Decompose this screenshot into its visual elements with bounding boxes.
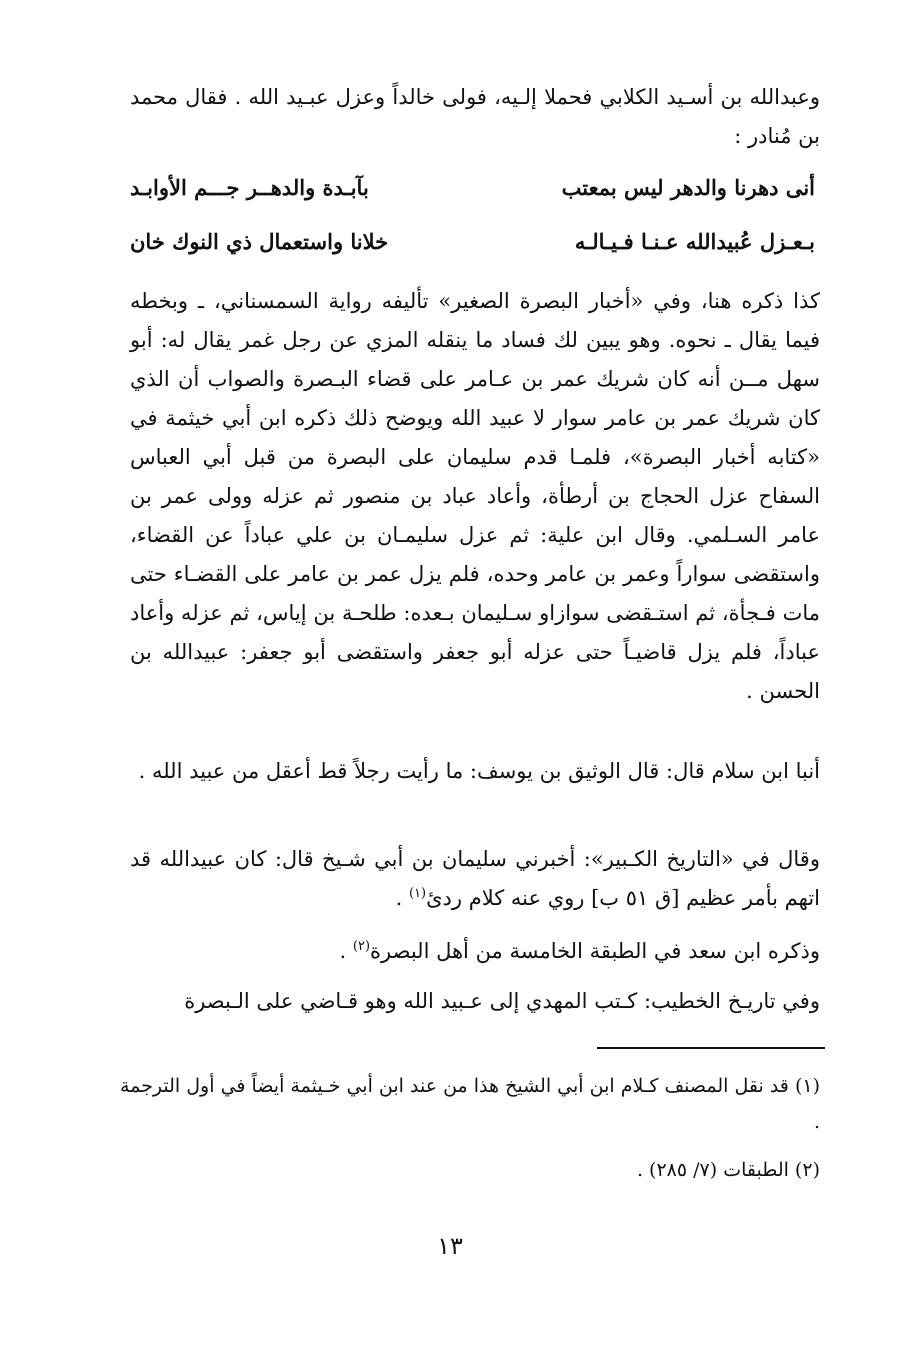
paragraph-text: وفي تاريـخ الخطيب: كـتب المهدي إلى عـبيد الله وهو قـاضي على الـبصرة [184,989,820,1013]
paragraph-text [130,932,820,971]
footnotes [120,1068,820,1188]
footnote-ref-1: (١) [408,886,427,901]
paragraph-khatib [130,982,820,1021]
poem-hemistich-left: خلانا واستعمال ذي النوك خان [130,229,389,254]
poem-hemistich-left: بآبـدة والدهــر جـــم الأوابـد [130,175,369,200]
paragraph-body: وقال في «التاريخ الكـبير»: أخبرني سليمان بن أبي شـيخ قال: كان عبيدالله قد اتهم بأمر عظيم [ق ٥١ ب] روي عنه كلام ردئ [130,847,820,910]
paragraph-end: . [339,939,353,963]
paragraph-text: كذا ذكره هنا، وفي «أخبار البصرة الصغير» تأليفه رواية السمسناني، ـ وبخطه فيما يقال ـ نحوه. وهو يبين لك فساد ما ينقله المزي عن رجل غمر يقال له: أبو سهل مــن أنه كان شريك عمر بن عـامر على قضاء البـصرة والصواب أن الذي كان شريك عمر بن عامر سوار لا عبيد الله ويوضح ذلك ذكره ابن أبي خيثمة في «كتابه أخبار البصرة»، فلمـا قدم سليمان على البصرة من قبل أبي العباس السفاح عزل الحجاج بن أرطأة، وأعاد عباد بن منصور ثم عزله وولى عمر بن عامر السـلمي. وقال ابن علية: ثم عزل سليمـان بن علي عباداً عن القضاء، واستقضى سواراً وعمر بن عامر وحده، فلم يزل عمر بن عامر على القضـاء حتى مات فـجأة، ثم استـقضى سوازاو سـليمان بـعده: طلحـة بن إياس، ثم عزله وأعاد عباداً، فلم يزل قاضيـاً حتى عزله أبو جعفر واستقضى أبو جعفر: عبيدالله بن الحسن . [130,289,820,703]
paragraph-body: وذكره ابن سعد في الطبقة الخامسة من أهل البصرة [370,939,820,963]
poem-hemistich-right: بـعـزل عُبيدالله عـنـا فـيـالـه [574,229,815,254]
paragraph-text: وعبدالله بن أسـيد الكلابي فحملا إلـيه، فولى خالداً وعزل عبـيد الله . فقال محمد بن مُنادر : [130,85,820,148]
paragraph-text: أنبا ابن سلام قال: قال الوثيق بن يوسف: ما رأيت رجلاً قط أعقل من عبيد الله . [138,759,820,783]
poem-line-1 [130,168,815,222]
paragraph-text [130,840,820,918]
footnote-separator [597,1047,825,1049]
footnote-1: (١) قد نقل المصنف كـلام ابن أبي الشيخ هذا من عند ابن أبي خـيثمة أيضاً في أول الترجمة . [120,1075,820,1133]
paragraph-ibn-sallam [130,752,820,791]
footnote-2: (٢) الطبقات (٧/ ٢٨٥) . [636,1159,820,1181]
page-number: ١٣ [437,1232,463,1260]
poem [130,168,815,276]
paragraph-main [130,282,820,711]
paragraph-tarikh-kabir [130,840,820,918]
paragraph-end: . [395,886,409,910]
paragraph-ibn-saad [130,932,820,971]
footnote-ref-2: (٢) [352,939,371,954]
paragraph-intro [130,78,820,156]
poem-line-2 [130,222,815,276]
poem-hemistich-right: أنى دهرنا والدهر ليس بمعتب [561,175,815,200]
